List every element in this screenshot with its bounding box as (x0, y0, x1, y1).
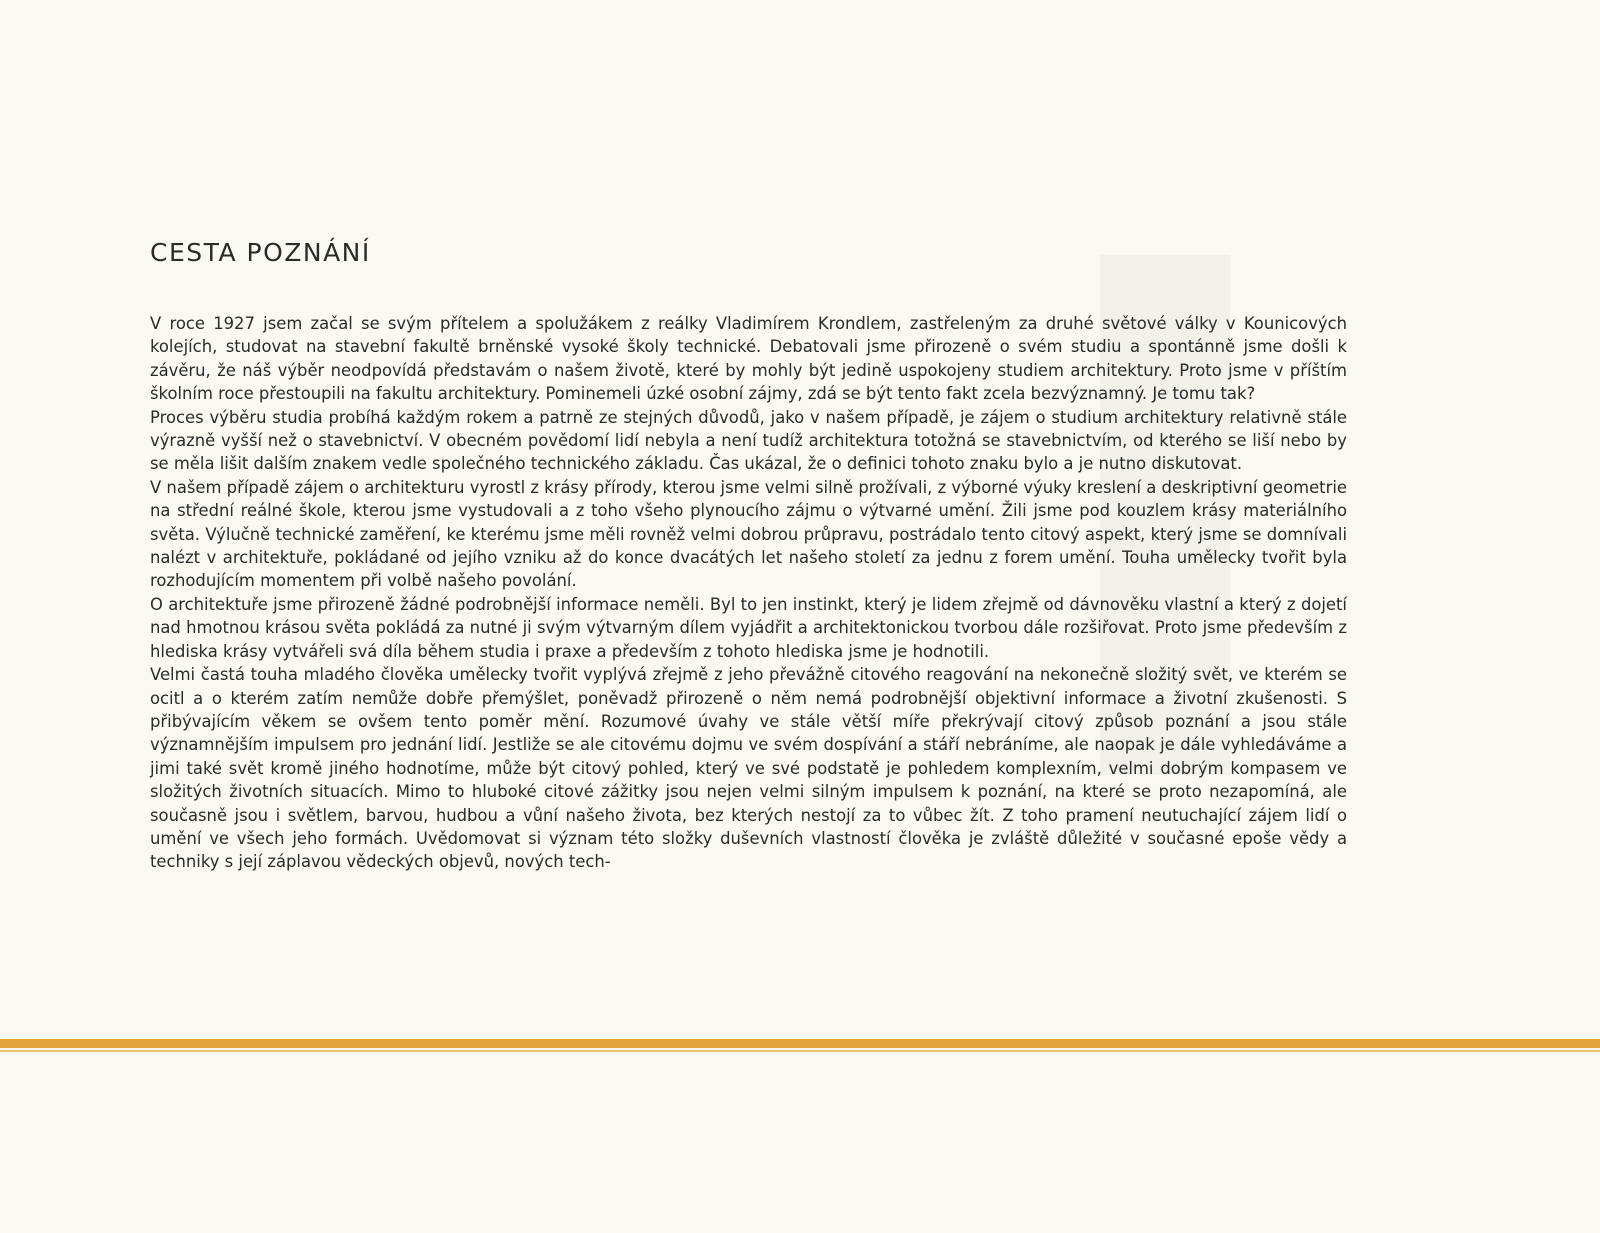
page-title: CESTA POZNÁNÍ (150, 238, 371, 267)
paragraph-3: V našem případě zájem o architekturu vyrostl z krásy přírody, kterou jsme velmi silně prožívali, z výborné výuky kreslení a deskriptivní geometrie na střední reálné škole, kterou jsme vystudovali a z toho všeho plynoucího zájmu o výtvarné umění. Žili jsme pod kouzlem krásy materiálního světa. Výlučně technické zaměření, ke kterému jsme měli rovněž velmi dobrou průpravu, postrádalo tento citový aspekt, který jsme se domnívali nalézt v architektuře, pokládané od jejího vzniku až do konce dvacátých let našeho století za jednu z forem umění. Touha umělecky tvořit byla rozhodujícím momentem při volbě našeho povolání. (150, 477, 1347, 591)
body-text (150, 312, 1347, 874)
paragraph-1: V roce 1927 jsem začal se svým přítelem a spolužákem z reálky Vladimírem Krondlem, zastřeleným za druhé světové války v Kounicových kolejích, studovat na stavební fakultě brněnské vysoké školy technické. Debatovali jsme přirozeně o svém studiu a spontánně jsme došli k závěru, že náš výběr neodpovídá představám o našem životě, které by mohly být jedině uspokojeny studiem architektury. Proto jsme v příštím školním roce přestoupili na fakultu architektury. Pominemeli úzké osobní zájmy, zdá se být tento fakt zcela bezvýznamný. Je tomu tak? (150, 314, 1347, 404)
orange-divider-thin (0, 1050, 1600, 1052)
paragraph-5: Velmi častá touha mladého člověka umělecky tvořit vyplývá zřejmě z jeho převážně citového reagování na nekonečně složitý svět, ve kterém se ocitl a o kterém zatím nemůže dobře přemýšlet, poněvadž přirozeně o něm nemá podrobnější objektivní informace a životní zkušenosti. S přibývajícím věkem se ovšem tento poměr mění. Rozumové úvahy ve stále větší míře překrývají citový způsob poznání a jsou stále významnějším impulsem pro jednání lidí. Jestliže se ale citovému dojmu ve svém dospívání a stáří nebráníme, ale naopak je dále vyhledáváme a jimi také svět kromě jiného hodnotíme, může být citový pohled, který ve své podstatě je pohledem komplexním, velmi dobrým kompasem ve složitých životních situacích. Mimo to hluboké citové zážitky jsou nejen velmi silným impulsem k poznání, na které se proto nezapomíná, ale současně jsou i světlem, barvou, hudbou a vůní našeho života, bez kterých nestojí za to vůbec žít. Z toho pramení neutuchající zájem lidí o umění ve všech jeho formách. Uvědomovat si význam této složky duševních vlastností člověka je zvláště důležité v současné epoše vědy a techniky s její záplavou vědeckých objevů, nových tech- (150, 665, 1347, 872)
paragraph-2: Proces výběru studia probíhá každým rokem a patrně ze stejných důvodů, jako v našem případě, je zájem o studium architektury relativně stále výrazně vyšší než o stavebnictví. V obecném povědomí lidí nebyla a není tudíž architektura totožná se stavebnictvím, od kterého se liší nebo by se měla lišit dalším znakem vedle společného technického základu. Čas ukázal, že o definici tohoto znaku bylo a je nutno diskutovat. (150, 407, 1347, 474)
orange-divider (0, 1039, 1600, 1048)
paragraph-4: O architektuře jsme přirozeně žádné podrobnější informace neměli. Byl to jen instinkt, který je lidem zřejmě od dávnověku vlastní a který z dojetí nad hmotnou krásou světa pokládá za nutné ji svým výtvarným dílem vyjádřit a architektonickou tvorbou dále rozšiřovat. Proto jsme především z hlediska krásy vytvářeli svá díla během studia i praxe a především z tohoto hlediska jsme je hodnotili. (150, 594, 1347, 661)
